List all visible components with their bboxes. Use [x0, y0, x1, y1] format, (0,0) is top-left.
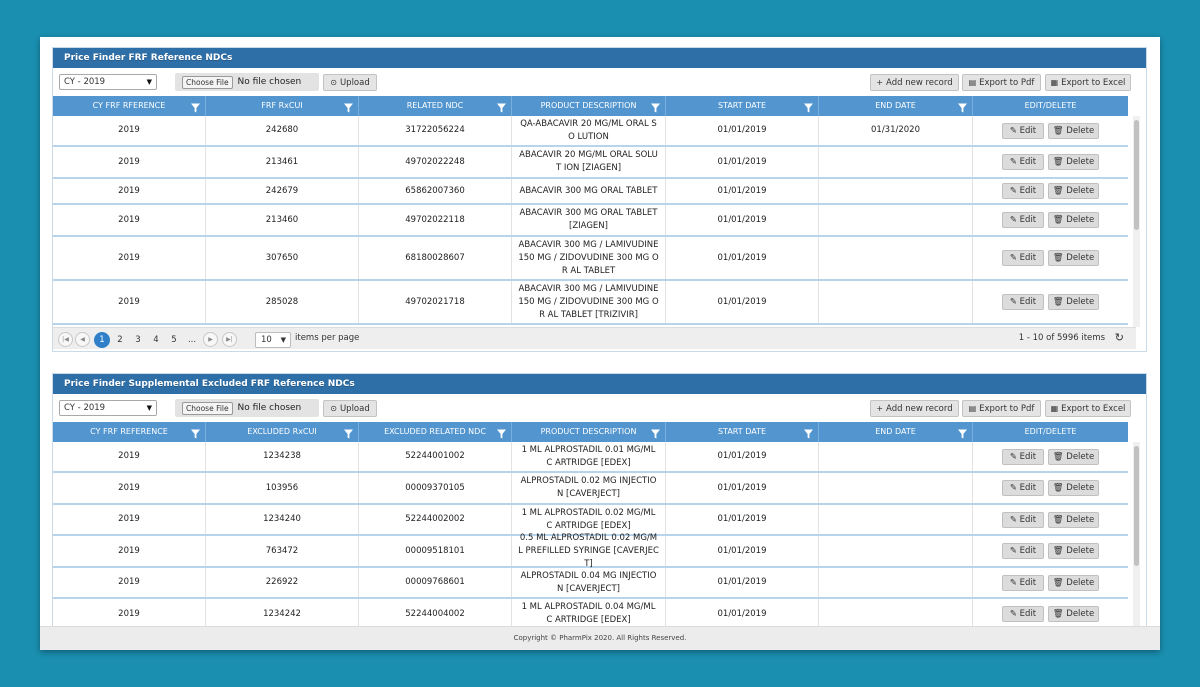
app-window — [40, 37, 1160, 650]
delete-button[interactable] — [1048, 575, 1099, 591]
pencil-icon: ✎ — [1009, 297, 1017, 307]
end-date-cell — [819, 205, 973, 235]
related-ndc-cell: 52244002002 — [359, 505, 512, 534]
edit-delete-cell — [973, 237, 1128, 279]
panel-toolbar — [53, 68, 1146, 96]
rxcui-cell: 242679 — [206, 179, 359, 203]
grid-body — [53, 442, 1128, 627]
product-description-cell: ALPROSTADIL 0.04 MG INJECTION [CAVERJECT] — [512, 568, 666, 597]
year-select-value: CY - 2019 — [64, 77, 106, 87]
upload-label: Upload — [339, 78, 370, 88]
more-pages-button[interactable]: ... — [187, 335, 197, 345]
upload-icon: ⊙ — [330, 404, 337, 413]
edit-label: Edit — [1019, 451, 1037, 462]
edit-label: Edit — [1019, 253, 1037, 263]
pencil-icon: ✎ — [1009, 186, 1017, 196]
related-ndc-cell: 00009370105 — [359, 473, 512, 503]
cy-reference-cell: 2019 — [53, 599, 206, 627]
delete-button[interactable] — [1048, 449, 1099, 465]
add-new-label: Add new record — [886, 404, 953, 414]
edit-label: Edit — [1019, 609, 1037, 619]
page-size-value: 10 — [261, 335, 272, 345]
column-header-label: EXCLUDED RELATED NDC — [384, 427, 486, 436]
start-date-cell: 01/01/2019 — [666, 147, 819, 177]
related-ndc-cell: 31722056224 — [359, 116, 512, 145]
plus-icon: + — [876, 78, 884, 87]
product-description-cell: ABACAVIR 300 MG ORAL TABLET — [512, 179, 666, 203]
edit-delete-cell — [973, 442, 1128, 471]
edit-button[interactable] — [1002, 250, 1044, 266]
delete-button[interactable] — [1048, 154, 1099, 170]
start-date-cell: 01/01/2019 — [666, 237, 819, 279]
related-ndc-cell: 00009768601 — [359, 568, 512, 597]
start-date-cell: 01/01/2019 — [666, 442, 819, 471]
start-date-cell: 01/01/2019 — [666, 473, 819, 503]
product-description-cell: ALPROSTADIL 0.02 MG INJECTION [CAVERJECT] — [512, 473, 666, 503]
delete-label: Delete — [1066, 186, 1095, 196]
page-1-button[interactable]: 1 — [94, 332, 110, 348]
delete-button[interactable] — [1048, 543, 1099, 559]
product-description-cell: ABACAVIR 300 MG / LAMIVUDINE 150 MG / ZIDOVUDINE 300 MG OR AL TABLET — [512, 237, 666, 279]
start-date-cell: 01/01/2019 — [666, 536, 819, 566]
edit-button[interactable] — [1002, 512, 1044, 528]
edit-label: Edit — [1019, 514, 1037, 525]
choose-file-button[interactable]: Choose File — [182, 76, 233, 89]
edit-delete-cell — [973, 281, 1128, 323]
start-date-cell: 01/01/2019 — [666, 599, 819, 627]
edit-label: Edit — [1019, 215, 1037, 225]
delete-label: Delete — [1066, 451, 1095, 462]
export-pdf-label: Export to Pdf — [979, 78, 1035, 88]
panel-toolbar — [53, 394, 1146, 422]
page-2-button[interactable]: 2 — [117, 335, 123, 345]
filter-icon[interactable] — [497, 427, 506, 437]
file-input[interactable] — [175, 399, 319, 417]
product-description-cell: 1 ML ALPROSTADIL 0.01 MG/ML C ARTRIDGE [EDEX] — [512, 442, 666, 471]
column-header[interactable] — [359, 96, 512, 116]
column-header-label: START DATE — [717, 427, 767, 436]
filter-icon[interactable] — [191, 101, 200, 111]
table-row — [53, 281, 1128, 325]
start-date-cell: 01/01/2019 — [666, 205, 819, 235]
related-ndc-cell: 65862007360 — [359, 179, 512, 203]
edit-delete-cell — [973, 473, 1128, 503]
first-page-icon[interactable]: |◀ — [58, 332, 73, 347]
column-header[interactable] — [819, 422, 973, 442]
related-ndc-cell: 49702022118 — [359, 205, 512, 235]
trash-icon: 🗑 — [1052, 297, 1064, 307]
edit-label: Edit — [1019, 297, 1037, 307]
filter-icon[interactable] — [804, 101, 813, 111]
table-row — [53, 532, 1128, 569]
product-description-cell: ABACAVIR 20 MG/ML ORAL SOLUT ION [ZIAGEN] — [512, 147, 666, 177]
edit-delete-cell — [973, 205, 1128, 235]
delete-label: Delete — [1066, 253, 1095, 263]
file-status: No file chosen — [237, 77, 302, 87]
chevron-down-icon: ▼ — [146, 404, 152, 412]
year-select[interactable] — [59, 400, 157, 416]
edit-button[interactable] — [1002, 449, 1044, 465]
cy-reference-cell: 2019 — [53, 442, 206, 471]
edit-button[interactable] — [1002, 123, 1044, 139]
trash-icon: 🗑 — [1052, 483, 1064, 493]
upload-button[interactable] — [323, 74, 377, 91]
delete-button[interactable] — [1048, 183, 1099, 199]
end-date-cell — [819, 281, 973, 323]
product-description-cell: QA-ABACAVIR 20 MG/ML ORAL SO LUTION — [512, 116, 666, 145]
column-header[interactable] — [206, 422, 359, 442]
edit-label: Edit — [1019, 157, 1037, 167]
add-new-label: Add new record — [886, 78, 953, 88]
delete-button[interactable] — [1048, 250, 1099, 266]
column-header-label: END DATE — [875, 427, 916, 436]
filter-icon[interactable] — [344, 427, 353, 437]
cy-reference-cell: 2019 — [53, 237, 206, 279]
next-page-icon[interactable]: ▶ — [203, 332, 218, 347]
excel-icon: ▦ — [1050, 404, 1059, 413]
edit-label: Edit — [1019, 186, 1037, 196]
edit-button[interactable] — [1002, 212, 1044, 228]
edit-button[interactable] — [1002, 543, 1044, 559]
cy-reference-cell: 2019 — [53, 147, 206, 177]
column-header-label: CY FRF RFERENCE — [92, 101, 166, 110]
pencil-icon: ✎ — [1009, 125, 1017, 136]
pencil-icon: ✎ — [1009, 609, 1017, 619]
delete-button[interactable] — [1048, 480, 1099, 496]
edit-delete-cell — [973, 505, 1128, 534]
filter-icon[interactable] — [958, 427, 967, 437]
pencil-icon: ✎ — [1009, 215, 1017, 225]
column-header[interactable] — [206, 96, 359, 116]
edit-delete-cell — [973, 147, 1128, 177]
column-header-label: FRF RxCUI — [261, 101, 303, 110]
export-excel-button[interactable] — [1045, 400, 1131, 417]
table-row — [53, 147, 1128, 179]
column-header[interactable] — [359, 422, 512, 442]
export-excel-label: Export to Excel — [1061, 404, 1126, 414]
pencil-icon: ✎ — [1009, 577, 1017, 588]
filter-icon[interactable] — [191, 427, 200, 437]
page-3-button[interactable]: 3 — [135, 335, 141, 345]
grid-pager — [53, 327, 1136, 349]
column-header[interactable] — [666, 422, 819, 442]
table-row — [53, 116, 1128, 147]
trash-icon: 🗑 — [1052, 609, 1064, 619]
column-header[interactable] — [973, 96, 1128, 116]
plus-icon: + — [876, 404, 884, 413]
delete-label: Delete — [1066, 483, 1095, 493]
cy-reference-cell: 2019 — [53, 205, 206, 235]
file-status: No file chosen — [237, 403, 302, 413]
cy-reference-cell: 2019 — [53, 116, 206, 145]
related-ndc-cell: 00009518101 — [359, 536, 512, 566]
pencil-icon: ✎ — [1009, 157, 1017, 167]
edit-label: Edit — [1019, 546, 1037, 556]
year-select[interactable] — [59, 74, 157, 90]
grid-scrollbar[interactable] — [1133, 116, 1140, 327]
column-header-label: PRODUCT DESCRIPTION — [540, 427, 637, 436]
end-date-cell — [819, 599, 973, 627]
grid-header — [53, 422, 1128, 442]
filter-icon[interactable] — [651, 427, 660, 437]
end-date-cell: 01/31/2020 — [819, 116, 973, 145]
rxcui-cell: 103956 — [206, 473, 359, 503]
cy-reference-cell: 2019 — [53, 505, 206, 534]
start-date-cell: 01/01/2019 — [666, 281, 819, 323]
pencil-icon: ✎ — [1009, 483, 1017, 493]
scrollbar-thumb[interactable] — [1134, 446, 1139, 566]
rxcui-cell: 242680 — [206, 116, 359, 145]
page-4-button[interactable]: 4 — [153, 335, 159, 345]
rxcui-cell: 1234242 — [206, 599, 359, 627]
filter-icon[interactable] — [958, 101, 967, 111]
upload-button[interactable] — [323, 400, 377, 417]
delete-button[interactable] — [1048, 123, 1099, 139]
column-header-label: PRODUCT DESCRIPTION — [540, 101, 637, 110]
grid-body — [53, 116, 1128, 327]
cy-reference-cell: 2019 — [53, 179, 206, 203]
edit-delete-cell — [973, 116, 1128, 145]
edit-delete-cell — [973, 568, 1128, 597]
product-description-cell: 1 ML ALPROSTADIL 0.02 MG/ML C ARTRIDGE [EDEX] — [512, 505, 666, 534]
delete-button[interactable] — [1048, 606, 1099, 622]
delete-button[interactable] — [1048, 294, 1099, 310]
cy-reference-cell: 2019 — [53, 536, 206, 566]
add-new-record-button[interactable] — [870, 74, 959, 91]
edit-delete-cell — [973, 536, 1128, 566]
table-row — [53, 599, 1128, 627]
edit-delete-cell — [973, 179, 1128, 203]
table-row — [53, 237, 1128, 281]
rxcui-cell: 285028 — [206, 281, 359, 323]
delete-label: Delete — [1066, 157, 1095, 167]
page-5-button[interactable]: 5 — [171, 335, 177, 345]
column-header[interactable] — [973, 422, 1128, 442]
column-header[interactable] — [53, 422, 206, 442]
pager-summary: 1 - 10 of 5996 items — [1018, 333, 1105, 343]
column-header-label: EDIT/DELETE — [1024, 101, 1077, 110]
delete-label: Delete — [1066, 297, 1095, 307]
upload-label: Upload — [339, 404, 370, 414]
rxcui-cell: 763472 — [206, 536, 359, 566]
delete-button[interactable] — [1048, 212, 1099, 228]
export-pdf-button[interactable] — [962, 74, 1041, 91]
delete-button[interactable] — [1048, 512, 1099, 528]
trash-icon: 🗑 — [1052, 577, 1064, 588]
export-pdf-label: Export to Pdf — [979, 404, 1035, 414]
column-header-label: END DATE — [875, 101, 916, 110]
product-description-cell: ABACAVIR 300 MG ORAL TABLET [ZIAGEN] — [512, 205, 666, 235]
start-date-cell: 01/01/2019 — [666, 505, 819, 534]
rxcui-cell: 213461 — [206, 147, 359, 177]
year-select-value: CY - 2019 — [64, 403, 106, 413]
end-date-cell — [819, 536, 973, 566]
edit-label: Edit — [1019, 577, 1037, 588]
grid-header — [53, 96, 1128, 116]
chevron-down-icon: ▼ — [280, 336, 286, 344]
rxcui-cell: 1234240 — [206, 505, 359, 534]
panel-title: Price Finder FRF Reference NDCs — [53, 48, 1146, 68]
refresh-icon[interactable]: ↻ — [1114, 331, 1124, 344]
table-row — [53, 179, 1128, 205]
filter-icon[interactable] — [497, 101, 506, 111]
grid-scrollbar[interactable] — [1133, 442, 1140, 627]
edit-button[interactable] — [1002, 183, 1044, 199]
delete-label: Delete — [1066, 609, 1095, 619]
start-date-cell: 01/01/2019 — [666, 568, 819, 597]
pencil-icon: ✎ — [1009, 546, 1017, 556]
trash-icon: 🗑 — [1052, 253, 1064, 263]
excluded-frf-reference-panel — [52, 373, 1147, 633]
filter-icon[interactable] — [804, 427, 813, 437]
column-header[interactable] — [666, 96, 819, 116]
page-size-select[interactable] — [255, 332, 291, 348]
column-header-label: EDIT/DELETE — [1024, 427, 1077, 436]
rxcui-cell: 213460 — [206, 205, 359, 235]
table-row — [53, 205, 1128, 237]
edit-button[interactable] — [1002, 575, 1044, 591]
trash-icon: 🗑 — [1052, 215, 1064, 225]
upload-icon: ⊙ — [330, 78, 337, 87]
items-per-page-label: items per page — [295, 333, 360, 343]
start-date-cell: 01/01/2019 — [666, 116, 819, 145]
rxcui-cell: 1234238 — [206, 442, 359, 471]
end-date-cell — [819, 442, 973, 471]
end-date-cell — [819, 568, 973, 597]
related-ndc-cell: 52244004002 — [359, 599, 512, 627]
trash-icon: 🗑 — [1052, 514, 1064, 525]
delete-label: Delete — [1066, 514, 1095, 525]
edit-button[interactable] — [1002, 154, 1044, 170]
column-header[interactable] — [53, 96, 206, 116]
related-ndc-cell: 68180028607 — [359, 237, 512, 279]
related-ndc-cell: 49702021718 — [359, 281, 512, 323]
table-row — [53, 473, 1128, 505]
delete-label: Delete — [1066, 125, 1095, 136]
frf-reference-panel — [52, 47, 1147, 352]
choose-file-button[interactable]: Choose File — [182, 402, 233, 415]
cy-reference-cell: 2019 — [53, 473, 206, 503]
related-ndc-cell: 49702022248 — [359, 147, 512, 177]
column-header-label: EXCLUDED RxCUI — [247, 427, 317, 436]
cy-reference-cell: 2019 — [53, 281, 206, 323]
end-date-cell — [819, 147, 973, 177]
end-date-cell — [819, 179, 973, 203]
filter-icon[interactable] — [651, 101, 660, 111]
rxcui-cell: 226922 — [206, 568, 359, 597]
last-page-icon[interactable]: ▶| — [222, 332, 237, 347]
delete-label: Delete — [1066, 215, 1095, 225]
file-input[interactable] — [175, 73, 319, 91]
product-description-cell: 0.5 ML ALPROSTADIL 0.02 MG/ML PREFILLED SYRINGE [CAVERJECT] — [512, 536, 666, 566]
pencil-icon: ✎ — [1009, 253, 1017, 263]
export-excel-button[interactable] — [1045, 74, 1131, 91]
product-description-cell: 1 ML ALPROSTADIL 0.04 MG/ML C ARTRIDGE [EDEX] — [512, 599, 666, 627]
product-description-cell: ABACAVIR 300 MG / LAMIVUDINE 150 MG / ZIDOVUDINE 300 MG OR AL TABLET [TRIZIVIR] — [512, 281, 666, 323]
page-footer: Copyright © PharmPix 2020. All Rights Reserved. — [40, 626, 1160, 650]
chevron-down-icon: ▼ — [146, 78, 152, 86]
column-header-label: START DATE — [717, 101, 767, 110]
pdf-icon: ▤ — [968, 404, 977, 413]
column-header[interactable] — [512, 422, 666, 442]
scrollbar-thumb[interactable] — [1134, 120, 1139, 230]
edit-delete-cell — [973, 599, 1128, 627]
excel-icon: ▦ — [1050, 78, 1059, 87]
export-pdf-button[interactable] — [962, 400, 1041, 417]
edit-button[interactable] — [1002, 480, 1044, 496]
column-header[interactable] — [819, 96, 973, 116]
pdf-icon: ▤ — [968, 78, 977, 87]
end-date-cell — [819, 473, 973, 503]
cy-reference-cell: 2019 — [53, 568, 206, 597]
trash-icon: 🗑 — [1052, 186, 1064, 196]
rxcui-cell: 307650 — [206, 237, 359, 279]
delete-label: Delete — [1066, 577, 1095, 588]
edit-button[interactable] — [1002, 294, 1044, 310]
end-date-cell — [819, 237, 973, 279]
column-header[interactable] — [512, 96, 666, 116]
panel-title: Price Finder Supplemental Excluded FRF Reference NDCs — [53, 374, 1146, 394]
table-row — [53, 568, 1128, 599]
edit-label: Edit — [1019, 483, 1037, 493]
edit-button[interactable] — [1002, 606, 1044, 622]
export-excel-label: Export to Excel — [1061, 78, 1126, 88]
edit-label: Edit — [1019, 125, 1037, 136]
trash-icon: 🗑 — [1052, 546, 1064, 556]
trash-icon: 🗑 — [1052, 125, 1064, 136]
pencil-icon: ✎ — [1009, 514, 1017, 525]
column-header-label: RELATED NDC — [406, 101, 464, 110]
trash-icon: 🗑 — [1052, 157, 1064, 167]
add-new-record-button[interactable] — [870, 400, 959, 417]
column-header-label: CY FRF REFERENCE — [90, 427, 168, 436]
start-date-cell: 01/01/2019 — [666, 179, 819, 203]
table-row — [53, 442, 1128, 473]
related-ndc-cell: 52244001002 — [359, 442, 512, 471]
delete-label: Delete — [1066, 546, 1095, 556]
pencil-icon: ✎ — [1009, 451, 1017, 462]
end-date-cell — [819, 505, 973, 534]
filter-icon[interactable] — [344, 101, 353, 111]
trash-icon: 🗑 — [1052, 451, 1064, 462]
prev-page-icon[interactable]: ◀ — [75, 332, 90, 347]
